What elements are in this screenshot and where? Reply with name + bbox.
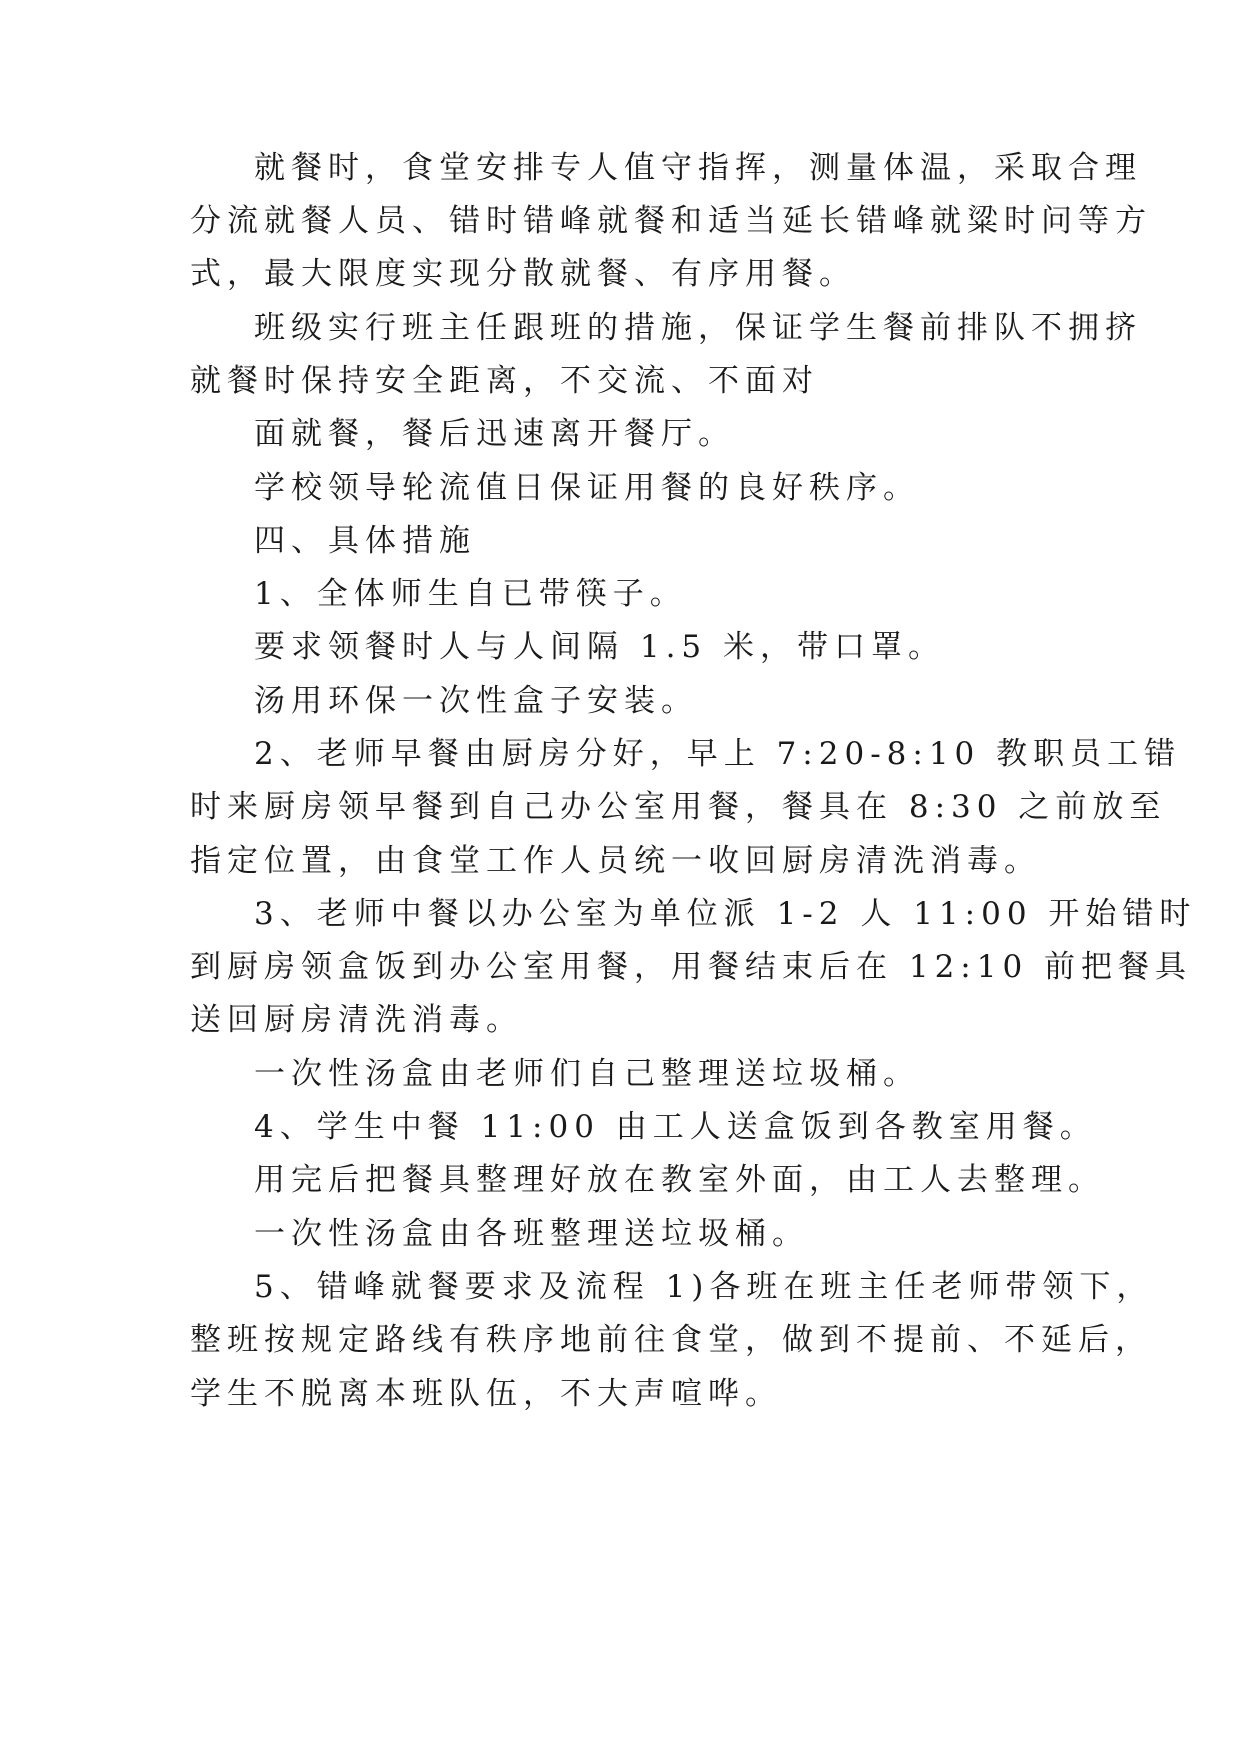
paragraph-line: 1、全体师生自已带筷子。	[254, 576, 687, 612]
paragraph-line: 指定位置，由食堂工作人员统一收回厨房清洗消毒。	[190, 843, 1041, 879]
paragraph-line: 整班按规定路线有秩序地前往食堂，做到不提前、不延后，	[190, 1322, 1152, 1358]
paragraph-line: 一次性汤盒由老师们自己整理送垃圾桶。	[254, 1056, 920, 1092]
paragraph-line: 式，最大限度实现分散就餐、有序用餐。	[190, 256, 856, 292]
paragraph-line: 分流就餐人员、错时错峰就餐和适当延长错峰就粱时问等方	[190, 203, 1152, 239]
paragraph-line: 时来厨房领早餐到自己办公室用餐，餐具在 8:30 之前放至	[190, 789, 1167, 825]
paragraph-line: 要求领餐时人与人间隔 1.5 米，带口罩。	[254, 629, 946, 665]
paragraph-line: 3、老师中餐以办公室为单位派 1-2 人 11:00 开始错时	[254, 896, 1197, 932]
paragraph-line: 到厨房领盒饭到办公室用餐，用餐结束后在 12:10 前把餐具	[190, 949, 1193, 985]
paragraph-line: 就餐时，食堂安排专人值守指挥，测量体温，采取合理	[254, 150, 1142, 186]
paragraph-line: 汤用环保一次性盒子安装。	[254, 683, 698, 719]
paragraph-line: 学生不脱离本班队伍，不大声喧哗。	[190, 1376, 782, 1412]
paragraph-line: 就餐时保持安全距离，不交流、不面对	[190, 363, 819, 399]
paragraph-line: 2、老师早餐由厨房分好，早上 7:20-8:10 教职员工错	[254, 736, 1182, 772]
paragraph-line: 4、学生中餐 11:00 由工人送盒饭到各教室用餐。	[254, 1109, 1097, 1145]
paragraph-line: 学校领导轮流值日保证用餐的良好秩序。	[254, 470, 920, 506]
paragraph-line: 面就餐，餐后迅速离开餐厅。	[254, 416, 735, 452]
paragraph-line: 用完后把餐具整理好放在教室外面，由工人去整理。	[254, 1162, 1105, 1198]
paragraph-line: 班级实行班主任跟班的措施，保证学生餐前排队不拥挤	[254, 310, 1142, 346]
paragraph-line: 送回厨房清洗消毒。	[190, 1002, 523, 1038]
section-heading: 四、具体措施	[254, 523, 476, 559]
paragraph-line: 5、错峰就餐要求及流程 1)各班在班主任老师带领下，	[254, 1269, 1154, 1305]
paragraph-line: 一次性汤盒由各班整理送垃圾桶。	[254, 1216, 809, 1252]
